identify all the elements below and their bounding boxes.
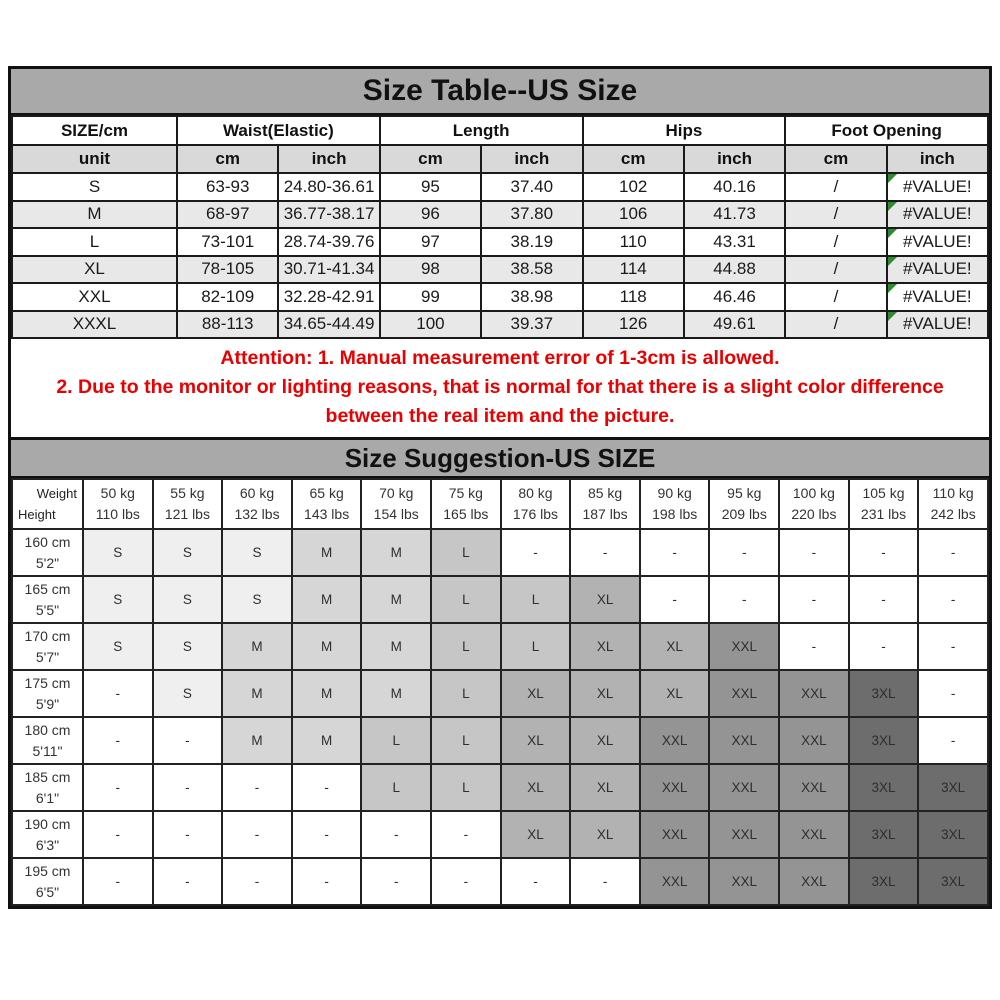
- suggestion-cell: L: [501, 623, 571, 670]
- size-suggestion-title: Size Suggestion-US SIZE: [11, 440, 989, 478]
- weight-lbs: 110 lbs: [95, 506, 140, 522]
- suggestion-cell: S: [83, 529, 153, 576]
- value-cell: 114: [583, 256, 684, 284]
- suggestion-cell: M: [292, 623, 362, 670]
- suggestion-cell: -: [501, 529, 571, 576]
- suggestion-cell: XL: [570, 670, 640, 717]
- error-marker-icon: [888, 284, 897, 293]
- suggestion-cell: XXL: [709, 811, 779, 858]
- error-marker-icon: [888, 312, 897, 321]
- weight-lbs: 132 lbs: [234, 506, 280, 522]
- suggestion-cell: S: [222, 576, 292, 623]
- suggestion-cell: S: [83, 576, 153, 623]
- value-cell: 38.98: [481, 283, 582, 311]
- column-group-header: Hips: [583, 116, 786, 145]
- suggestion-cell: -: [222, 764, 292, 811]
- suggestion-cell: -: [361, 858, 431, 905]
- weight-header: [640, 479, 710, 529]
- suggestion-cell: S: [153, 529, 223, 576]
- weight-kg: 60 kg: [239, 485, 275, 501]
- suggestion-cell: XL: [501, 670, 571, 717]
- weight-header: [83, 479, 153, 529]
- suggestion-cell: XXL: [779, 670, 849, 717]
- suggestion-cell: -: [222, 811, 292, 858]
- size-label: XL: [12, 256, 177, 284]
- suggestion-cell: XXL: [640, 811, 710, 858]
- weight-header: [153, 479, 223, 529]
- height-header: [12, 576, 83, 623]
- suggestion-cell: M: [222, 623, 292, 670]
- suggestion-cell: -: [153, 717, 223, 764]
- suggestion-cell: XXL: [779, 811, 849, 858]
- error-value-cell: #VALUE!: [887, 311, 988, 339]
- value-cell: 39.37: [481, 311, 582, 339]
- suggestion-cell: XXL: [709, 623, 779, 670]
- value-cell: 98: [380, 256, 481, 284]
- value-cell: /: [785, 311, 886, 339]
- column-group-header: SIZE/cm: [12, 116, 177, 145]
- suggestion-cell: -: [83, 670, 153, 717]
- suggestion-cell: L: [361, 717, 431, 764]
- height-header: [12, 717, 83, 764]
- value-cell: 73-101: [177, 228, 278, 256]
- height-header: [12, 623, 83, 670]
- value-cell: 63-93: [177, 173, 278, 201]
- unit-header: cm: [583, 145, 684, 173]
- weight-kg: 75 kg: [448, 485, 483, 501]
- size-suggestion-section: [8, 437, 992, 909]
- size-label: XXXL: [12, 311, 177, 339]
- value-cell: 97: [380, 228, 481, 256]
- weight-header: [431, 479, 501, 529]
- suggestion-cell: XXL: [779, 764, 849, 811]
- size-table-section: [8, 66, 992, 441]
- suggestion-cell: L: [501, 576, 571, 623]
- suggestion-cell: XL: [570, 811, 640, 858]
- suggestion-cell: XL: [640, 623, 710, 670]
- value-cell: 32.28-42.91: [278, 283, 379, 311]
- suggestion-cell: -: [709, 529, 779, 576]
- weight-height-corner: [12, 479, 83, 529]
- weight-kg: 70 kg: [379, 485, 414, 501]
- value-cell: 118: [583, 283, 684, 311]
- weight-header: [918, 479, 988, 529]
- height-ft: 5'2": [35, 554, 60, 571]
- value-cell: 106: [583, 201, 684, 229]
- suggestion-cell: -: [709, 576, 779, 623]
- size-label: L: [12, 228, 177, 256]
- value-cell: 102: [583, 173, 684, 201]
- weight-lbs: 176 lbs: [512, 506, 559, 522]
- suggestion-cell: -: [83, 811, 153, 858]
- weight-kg: 50 kg: [100, 485, 135, 501]
- suggestion-cell: XL: [501, 811, 571, 858]
- value-cell: 46.46: [684, 283, 785, 311]
- value-cell: 34.65-44.49: [278, 311, 379, 339]
- suggestion-cell: M: [361, 670, 431, 717]
- height-cm: 170 cm: [24, 628, 71, 645]
- suggestion-cell: XXL: [640, 717, 710, 764]
- value-cell: 43.31: [684, 228, 785, 256]
- suggestion-cell: XXL: [640, 858, 710, 905]
- column-group-header: Foot Opening: [785, 116, 988, 145]
- unit-header: unit: [12, 145, 177, 173]
- value-cell: 96: [380, 201, 481, 229]
- value-cell: 110: [583, 228, 684, 256]
- height-header: [12, 529, 83, 576]
- suggestion-cell: M: [292, 529, 362, 576]
- value-cell: 28.74-39.76: [278, 228, 379, 256]
- weight-lbs: 143 lbs: [304, 506, 350, 522]
- error-value-cell: #VALUE!: [887, 228, 988, 256]
- weight-kg: 85 kg: [587, 485, 623, 501]
- height-ft: 5'5": [35, 601, 60, 618]
- suggestion-cell: M: [361, 623, 431, 670]
- suggestion-cell: -: [292, 858, 362, 905]
- suggestion-cell: XXL: [709, 670, 779, 717]
- suggestion-cell: -: [918, 623, 988, 670]
- suggestion-cell: -: [153, 858, 223, 905]
- value-cell: /: [785, 283, 886, 311]
- size-suggestion-table: [11, 478, 989, 906]
- value-cell: 82-109: [177, 283, 278, 311]
- weight-lbs: 198 lbs: [652, 506, 698, 522]
- value-cell: 99: [380, 283, 481, 311]
- value-cell: 37.80: [481, 201, 582, 229]
- weight-header: [570, 479, 640, 529]
- error-marker-icon: [888, 257, 897, 266]
- weight-kg: 105 kg: [862, 485, 905, 501]
- suggestion-cell: 3XL: [918, 764, 988, 811]
- suggestion-cell: L: [431, 764, 501, 811]
- height-cm: 180 cm: [24, 722, 71, 739]
- suggestion-cell: S: [153, 576, 223, 623]
- weight-lbs: 121 lbs: [164, 506, 210, 522]
- suggestion-cell: 3XL: [849, 858, 919, 905]
- suggestion-cell: L: [361, 764, 431, 811]
- corner-height-label: Height: [18, 506, 56, 522]
- suggestion-cell: -: [640, 576, 710, 623]
- suggestion-cell: S: [222, 529, 292, 576]
- value-cell: 30.71-41.34: [278, 256, 379, 284]
- value-cell: /: [785, 201, 886, 229]
- size-label: S: [12, 173, 177, 201]
- weight-header: [361, 479, 431, 529]
- suggestion-cell: -: [83, 764, 153, 811]
- weight-lbs: 242 lbs: [930, 506, 976, 522]
- suggestion-cell: L: [431, 529, 501, 576]
- suggestion-cell: XXL: [779, 858, 849, 905]
- suggestion-cell: -: [918, 717, 988, 764]
- weight-lbs: 220 lbs: [791, 506, 837, 522]
- weight-kg: 110 kg: [932, 485, 974, 501]
- suggestion-cell: XXL: [779, 717, 849, 764]
- suggestion-cell: M: [361, 529, 431, 576]
- suggestion-cell: L: [431, 717, 501, 764]
- suggestion-cell: XL: [570, 576, 640, 623]
- value-cell: 44.88: [684, 256, 785, 284]
- suggestion-cell: -: [918, 529, 988, 576]
- weight-kg: 65 kg: [309, 485, 344, 501]
- attention-line-3: between the real item and the picture.: [325, 405, 675, 427]
- error-value-cell: #VALUE!: [887, 283, 988, 311]
- value-cell: 37.40: [481, 173, 582, 201]
- height-header: [12, 811, 83, 858]
- weight-kg: 55 kg: [170, 485, 205, 501]
- height-ft: 6'1": [35, 789, 60, 806]
- suggestion-cell: -: [292, 811, 362, 858]
- value-cell: 36.77-38.17: [278, 201, 379, 229]
- weight-header: [709, 479, 779, 529]
- weight-lbs: 231 lbs: [860, 506, 907, 522]
- value-cell: 88-113: [177, 311, 278, 339]
- suggestion-cell: L: [431, 576, 501, 623]
- height-cm: 165 cm: [24, 581, 71, 598]
- suggestion-cell: 3XL: [849, 811, 919, 858]
- attention-line-2: 2. Due to the monitor or lighting reasons, that is normal for that there is a slight color difference: [56, 376, 944, 398]
- weight-header: [501, 479, 571, 529]
- height-cm: 175 cm: [24, 675, 71, 692]
- value-cell: 40.16: [684, 173, 785, 201]
- error-marker-icon: [888, 202, 897, 211]
- weight-header: [779, 479, 849, 529]
- weight-lbs: 187 lbs: [582, 506, 628, 522]
- size-label: XXL: [12, 283, 177, 311]
- height-cm: 160 cm: [24, 534, 71, 551]
- suggestion-cell: -: [640, 529, 710, 576]
- suggestion-cell: M: [292, 576, 362, 623]
- suggestion-cell: -: [501, 858, 571, 905]
- weight-header: [292, 479, 362, 529]
- suggestion-cell: XL: [640, 670, 710, 717]
- value-cell: 100: [380, 311, 481, 339]
- unit-header: inch: [278, 145, 379, 173]
- weight-lbs: 154 lbs: [373, 506, 419, 522]
- suggestion-cell: M: [292, 717, 362, 764]
- suggestion-cell: -: [153, 764, 223, 811]
- error-value-cell: #VALUE!: [887, 173, 988, 201]
- height-ft: 5'7": [35, 648, 60, 665]
- suggestion-cell: XXL: [709, 858, 779, 905]
- suggestion-cell: -: [779, 576, 849, 623]
- weight-kg: 100 kg: [792, 485, 835, 501]
- error-value-cell: #VALUE!: [887, 256, 988, 284]
- suggestion-cell: 3XL: [849, 764, 919, 811]
- value-cell: 78-105: [177, 256, 278, 284]
- suggestion-cell: -: [570, 858, 640, 905]
- suggestion-cell: XL: [570, 623, 640, 670]
- unit-header: inch: [481, 145, 582, 173]
- suggestion-cell: XL: [501, 717, 571, 764]
- suggestion-cell: M: [361, 576, 431, 623]
- column-group-header: Waist(Elastic): [177, 116, 380, 145]
- suggestion-cell: -: [918, 576, 988, 623]
- value-cell: /: [785, 173, 886, 201]
- suggestion-cell: L: [431, 623, 501, 670]
- suggestion-cell: M: [292, 670, 362, 717]
- height-header: [12, 858, 83, 905]
- error-value-cell: #VALUE!: [887, 201, 988, 229]
- suggestion-cell: -: [779, 623, 849, 670]
- height-cm: 190 cm: [24, 816, 71, 833]
- height-ft: 6'3": [35, 836, 60, 853]
- suggestion-cell: -: [431, 811, 501, 858]
- value-cell: 38.19: [481, 228, 582, 256]
- height-ft: 6'5": [35, 883, 60, 900]
- value-cell: 24.80-36.61: [278, 173, 379, 201]
- value-cell: 49.61: [684, 311, 785, 339]
- suggestion-cell: M: [222, 670, 292, 717]
- height-header: [12, 764, 83, 811]
- corner-weight-label: Weight: [36, 486, 77, 501]
- suggestion-cell: XXL: [709, 717, 779, 764]
- unit-header: inch: [684, 145, 785, 173]
- suggestion-cell: -: [292, 764, 362, 811]
- size-table: [11, 115, 989, 339]
- value-cell: 126: [583, 311, 684, 339]
- suggestion-cell: L: [431, 670, 501, 717]
- suggestion-cell: -: [570, 529, 640, 576]
- suggestion-cell: XL: [570, 717, 640, 764]
- suggestion-cell: XL: [501, 764, 571, 811]
- suggestion-cell: -: [849, 529, 919, 576]
- weight-kg: 95 kg: [727, 485, 762, 501]
- suggestion-cell: -: [431, 858, 501, 905]
- weight-lbs: 165 lbs: [443, 506, 489, 522]
- value-cell: 38.58: [481, 256, 582, 284]
- weight-lbs: 209 lbs: [721, 506, 767, 522]
- error-marker-icon: [888, 229, 897, 238]
- suggestion-cell: -: [83, 717, 153, 764]
- suggestion-cell: -: [849, 623, 919, 670]
- attention-line-1: Attention: 1. Manual measurement error of 1-3cm is allowed.: [220, 347, 780, 369]
- suggestion-cell: -: [83, 858, 153, 905]
- suggestion-cell: -: [153, 811, 223, 858]
- unit-header: cm: [177, 145, 278, 173]
- suggestion-cell: -: [918, 670, 988, 717]
- suggestion-cell: S: [153, 670, 223, 717]
- suggestion-cell: XXL: [640, 764, 710, 811]
- height-header: [12, 670, 83, 717]
- suggestion-cell: 3XL: [918, 858, 988, 905]
- suggestion-cell: XXL: [709, 764, 779, 811]
- height-ft: 5'9": [35, 695, 60, 712]
- suggestion-cell: M: [222, 717, 292, 764]
- error-marker-icon: [888, 174, 897, 183]
- size-label: M: [12, 201, 177, 229]
- suggestion-cell: -: [779, 529, 849, 576]
- unit-header: inch: [887, 145, 988, 173]
- suggestion-cell: -: [849, 576, 919, 623]
- suggestion-cell: -: [361, 811, 431, 858]
- value-cell: 95: [380, 173, 481, 201]
- unit-header: cm: [785, 145, 886, 173]
- weight-header: [849, 479, 919, 529]
- suggestion-cell: -: [222, 858, 292, 905]
- suggestion-cell: S: [83, 623, 153, 670]
- weight-kg: 90 kg: [657, 485, 692, 501]
- height-cm: 185 cm: [24, 769, 71, 786]
- height-cm: 195 cm: [24, 863, 71, 880]
- column-group-header: Length: [380, 116, 583, 145]
- value-cell: 41.73: [684, 201, 785, 229]
- suggestion-cell: 3XL: [918, 811, 988, 858]
- weight-header: [222, 479, 292, 529]
- unit-header: cm: [380, 145, 481, 173]
- suggestion-cell: XL: [570, 764, 640, 811]
- weight-kg: 80 kg: [518, 485, 553, 501]
- suggestion-cell: 3XL: [849, 670, 919, 717]
- height-ft: 5'11": [32, 742, 63, 759]
- value-cell: 68-97: [177, 201, 278, 229]
- size-table-title: Size Table--US Size: [11, 69, 989, 115]
- suggestion-cell: 3XL: [849, 717, 919, 764]
- value-cell: /: [785, 256, 886, 284]
- attention-note: [11, 339, 989, 438]
- value-cell: /: [785, 228, 886, 256]
- suggestion-cell: S: [153, 623, 223, 670]
